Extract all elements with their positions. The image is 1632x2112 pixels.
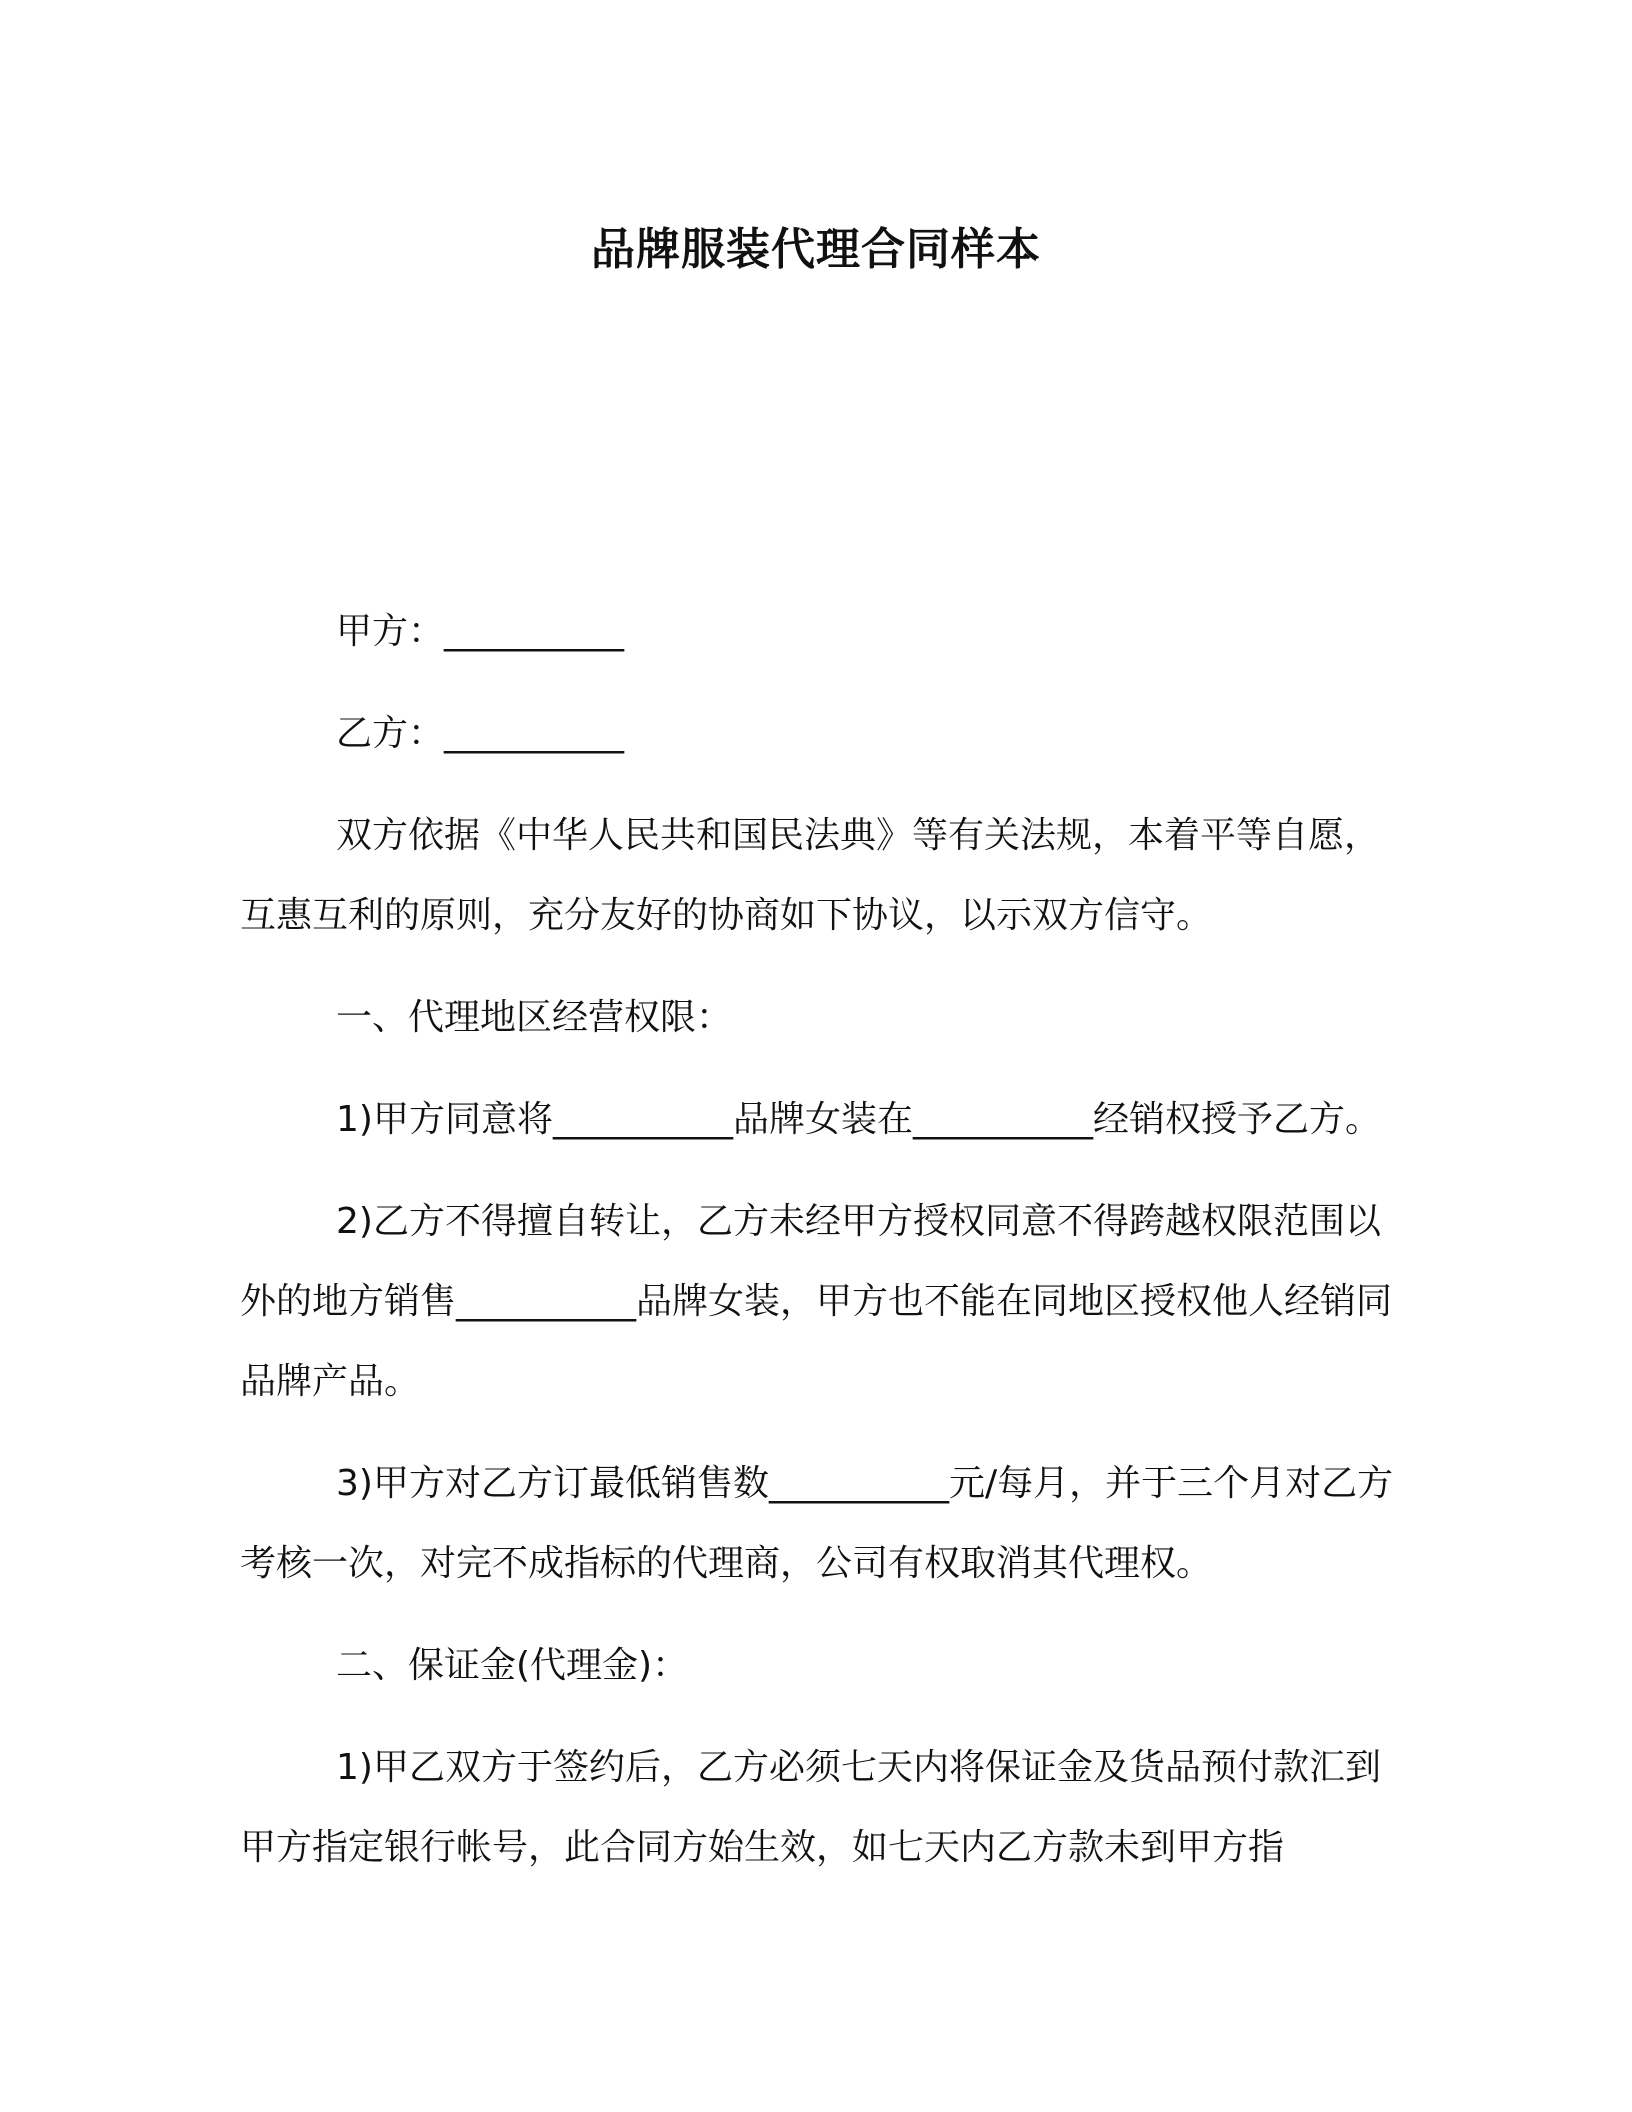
document-title: 品牌服装代理合同样本 (591, 224, 1041, 275)
section1-item2: 2)乙方不得擅自转让，乙方未经甲方授权同意不得跨越权限范围以外的地方销售__________品牌女装，甲方也不能在同地区授权他人经销同品牌产品。 (240, 1201, 1393, 1402)
section1-item1: 1)甲方同意将__________品牌女装在__________经销权授予乙方。 (336, 1099, 1381, 1140)
intro-paragraph: 双方依据《中华人民共和国民法典》等有关法规，本着平等自愿，互惠互利的原则，充分友好的协商如下协议，以示双方信守。 (240, 815, 1381, 936)
section1-item3: 3)甲方对乙方订最低销售数__________元/每月，并于三个月对乙方考核一次，对完不成指标的代理商，公司有权取消其代理权。 (240, 1463, 1394, 1584)
section2-heading: 二、保证金(代理金)： (336, 1645, 689, 1686)
party-a-line: 甲方：__________ (336, 611, 625, 652)
party-b-line: 乙方：__________ (336, 713, 625, 754)
section1-heading: 一、代理地区经营权限： (336, 997, 733, 1038)
document-body (240, 592, 1405, 1910)
section2-item1: 1)甲乙双方于签约后，乙方必须七天内将保证金及货品预付款汇到甲方指定银行帐号，此合同方始生效，如七天内乙方款未到甲方指 (240, 1747, 1381, 1868)
